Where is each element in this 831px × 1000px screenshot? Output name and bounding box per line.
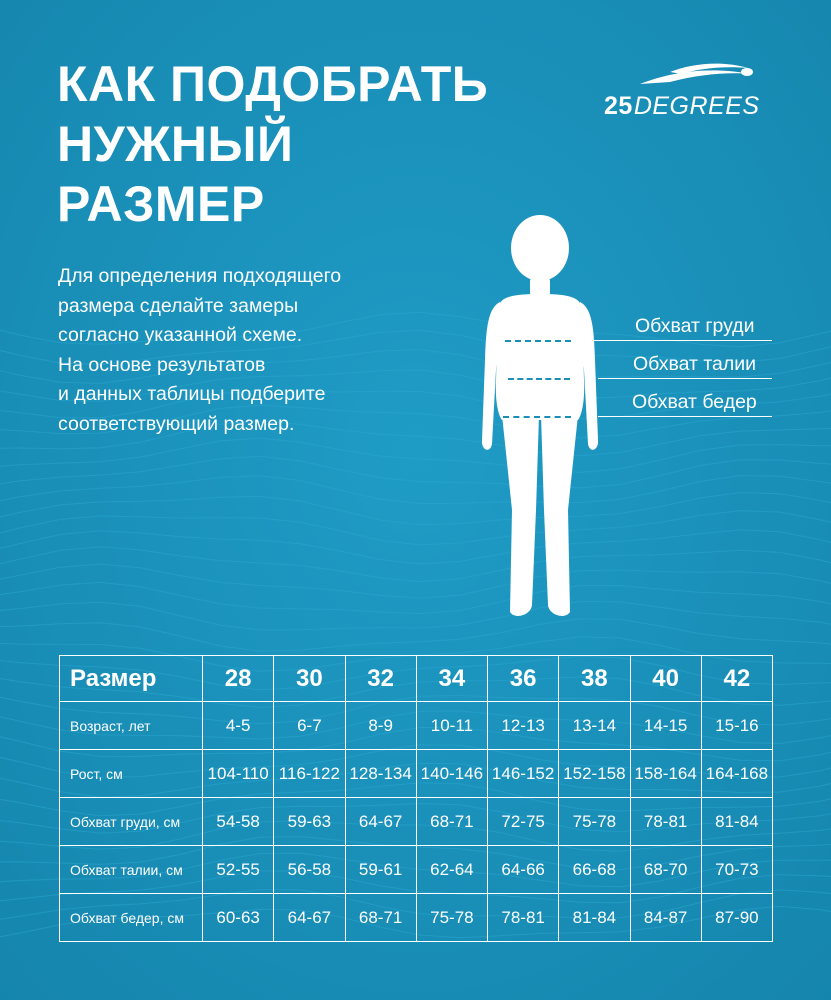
table-cell: 13-14 <box>559 702 630 750</box>
hips-dashed-line <box>503 416 571 418</box>
table-row <box>60 750 773 798</box>
table-cell: 52-55 <box>203 846 274 894</box>
table-cell: 68-71 <box>345 894 416 942</box>
table-cell: 56-58 <box>274 846 345 894</box>
table-cell: 152-158 <box>559 750 630 798</box>
header-size-cell: 40 <box>630 656 701 702</box>
table-cell: 70-73 <box>701 846 772 894</box>
table-row <box>60 894 773 942</box>
row-label: Обхват груди, см <box>60 798 203 846</box>
table-cell: 128-134 <box>345 750 416 798</box>
table-cell: 140-146 <box>416 750 487 798</box>
header-size-cell: 28 <box>203 656 274 702</box>
row-label: Возраст, лет <box>60 702 203 750</box>
table-cell: 10-11 <box>416 702 487 750</box>
table-header-row <box>60 656 773 702</box>
table-cell: 64-66 <box>488 846 559 894</box>
table-cell: 84-87 <box>630 894 701 942</box>
header-size-cell: 32 <box>345 656 416 702</box>
table-cell: 62-64 <box>416 846 487 894</box>
table-cell: 59-61 <box>345 846 416 894</box>
table-cell: 12-13 <box>488 702 559 750</box>
row-label: Обхват талии, см <box>60 846 203 894</box>
waist-dashed-line <box>508 378 570 380</box>
chest-dashed-line <box>505 340 571 342</box>
table-cell: 87-90 <box>701 894 772 942</box>
row-label: Рост, см <box>60 750 203 798</box>
table-cell: 78-81 <box>630 798 701 846</box>
table-cell: 158-164 <box>630 750 701 798</box>
child-silhouette <box>470 210 610 630</box>
table-cell: 75-78 <box>416 894 487 942</box>
title-line-3: РАЗМЕР <box>57 176 265 232</box>
swimmer-icon <box>600 58 780 92</box>
table-cell: 72-75 <box>488 798 559 846</box>
header-size-cell: 30 <box>274 656 345 702</box>
table-cell: 64-67 <box>345 798 416 846</box>
table-cell: 60-63 <box>203 894 274 942</box>
table-cell: 54-58 <box>203 798 274 846</box>
table-row <box>60 846 773 894</box>
table-cell: 81-84 <box>701 798 772 846</box>
table-cell: 75-78 <box>559 798 630 846</box>
table-cell: 68-70 <box>630 846 701 894</box>
title-line-2: НУЖНЫЙ <box>57 116 294 172</box>
table-cell: 116-122 <box>274 750 345 798</box>
header-size-cell: 36 <box>488 656 559 702</box>
hips-pointer-line <box>598 416 772 417</box>
table-cell: 81-84 <box>559 894 630 942</box>
table-row <box>60 798 773 846</box>
header-size-cell: 34 <box>416 656 487 702</box>
table-cell: 146-152 <box>488 750 559 798</box>
waist-pointer-line <box>598 378 772 379</box>
table-cell: 164-168 <box>701 750 772 798</box>
table-cell: 68-71 <box>416 798 487 846</box>
row-label: Обхват бедер, см <box>60 894 203 942</box>
table-cell: 6-7 <box>274 702 345 750</box>
page-title <box>57 54 517 234</box>
table-cell: 66-68 <box>559 846 630 894</box>
table-cell: 59-63 <box>274 798 345 846</box>
waist-label: Обхват талии <box>633 353 757 375</box>
table-cell: 78-81 <box>488 894 559 942</box>
title-line-1: КАК ПОДОБРАТЬ <box>57 56 489 112</box>
table-cell: 14-15 <box>630 702 701 750</box>
table-row <box>60 702 773 750</box>
chest-pointer-line <box>590 340 772 341</box>
table-cell: 8-9 <box>345 702 416 750</box>
table-cell: 15-16 <box>701 702 772 750</box>
instructions-text: Для определения подходящего размера сделайте замеры согласно указанной схеме. На основе результатов и данных таблицы подберите соответствующий размер. <box>58 265 342 435</box>
hips-label: Обхват бедер <box>632 391 757 413</box>
table-cell: 104-110 <box>203 750 274 798</box>
logo-text: 25DEGREES <box>604 92 760 120</box>
brand-logo <box>600 58 780 128</box>
chest-label: Обхват груди <box>635 315 755 337</box>
table-cell: 4-5 <box>203 702 274 750</box>
header-size-cell: 38 <box>559 656 630 702</box>
table-cell: 64-67 <box>274 894 345 942</box>
header-size-cell: 42 <box>701 656 772 702</box>
header-size-label: Размер <box>60 656 203 702</box>
size-table <box>59 655 773 942</box>
